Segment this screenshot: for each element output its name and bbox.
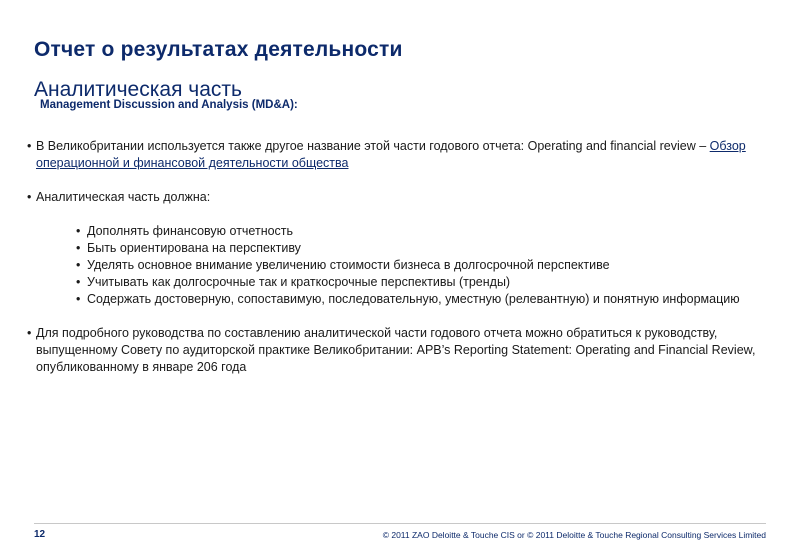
list-item: • Дополнять финансовую отчетность [76, 224, 294, 238]
list-item: • Быть ориентирована на перспективу [76, 241, 301, 255]
paragraph-uk-name [22, 138, 762, 172]
paragraph-text: Для подробного руководства по составлению аналитической части годового отчета можно обратиться к руководству, выпущенному Совету по аудиторской практике Великобритании: APB’s Reporting Statement: Operating and Financial Review, опубликованному в январе 206 года [36, 326, 756, 374]
paragraph-guidance [22, 325, 762, 376]
mda-label: Management Discussion and Analysis (MD&A): [40, 99, 298, 111]
list-item: • Учитывать как долгосрочные так и краткосрочные перспективы (тренды) [76, 275, 511, 289]
requirements-list [22, 223, 762, 308]
footer-divider [34, 523, 766, 524]
list-item: • Содержать достоверную, сопоставимую, последовательную, уместную (релевантную) и понятную информацию [76, 292, 740, 306]
bullet: • [27, 139, 32, 153]
paragraph-text: Аналитическая часть должна: [36, 190, 211, 204]
review-link[interactable]: Обзор операционной и финансовой деятельности общества [36, 139, 746, 170]
page-title: Отчет о результатах деятельности [34, 38, 403, 61]
paragraph-requirements [22, 189, 762, 206]
page-number: 12 [34, 529, 46, 540]
bullet: • [27, 326, 32, 340]
copyright-notice: © 2011 ZAO Deloitte & Touche CIS or © 2011 Deloitte & Touche Regional Consulting Services Limited [382, 530, 766, 540]
paragraph-text: В Великобритании используется также другое название этой части годового отчета: Operating and financial review – [36, 139, 710, 153]
bullet: • [27, 190, 32, 204]
page-subtitle: Аналитическая часть [34, 78, 242, 101]
content-body [22, 138, 762, 376]
list-item: • Уделять основное внимание увеличению стоимости бизнеса в долгосрочной перспективе [76, 258, 610, 272]
